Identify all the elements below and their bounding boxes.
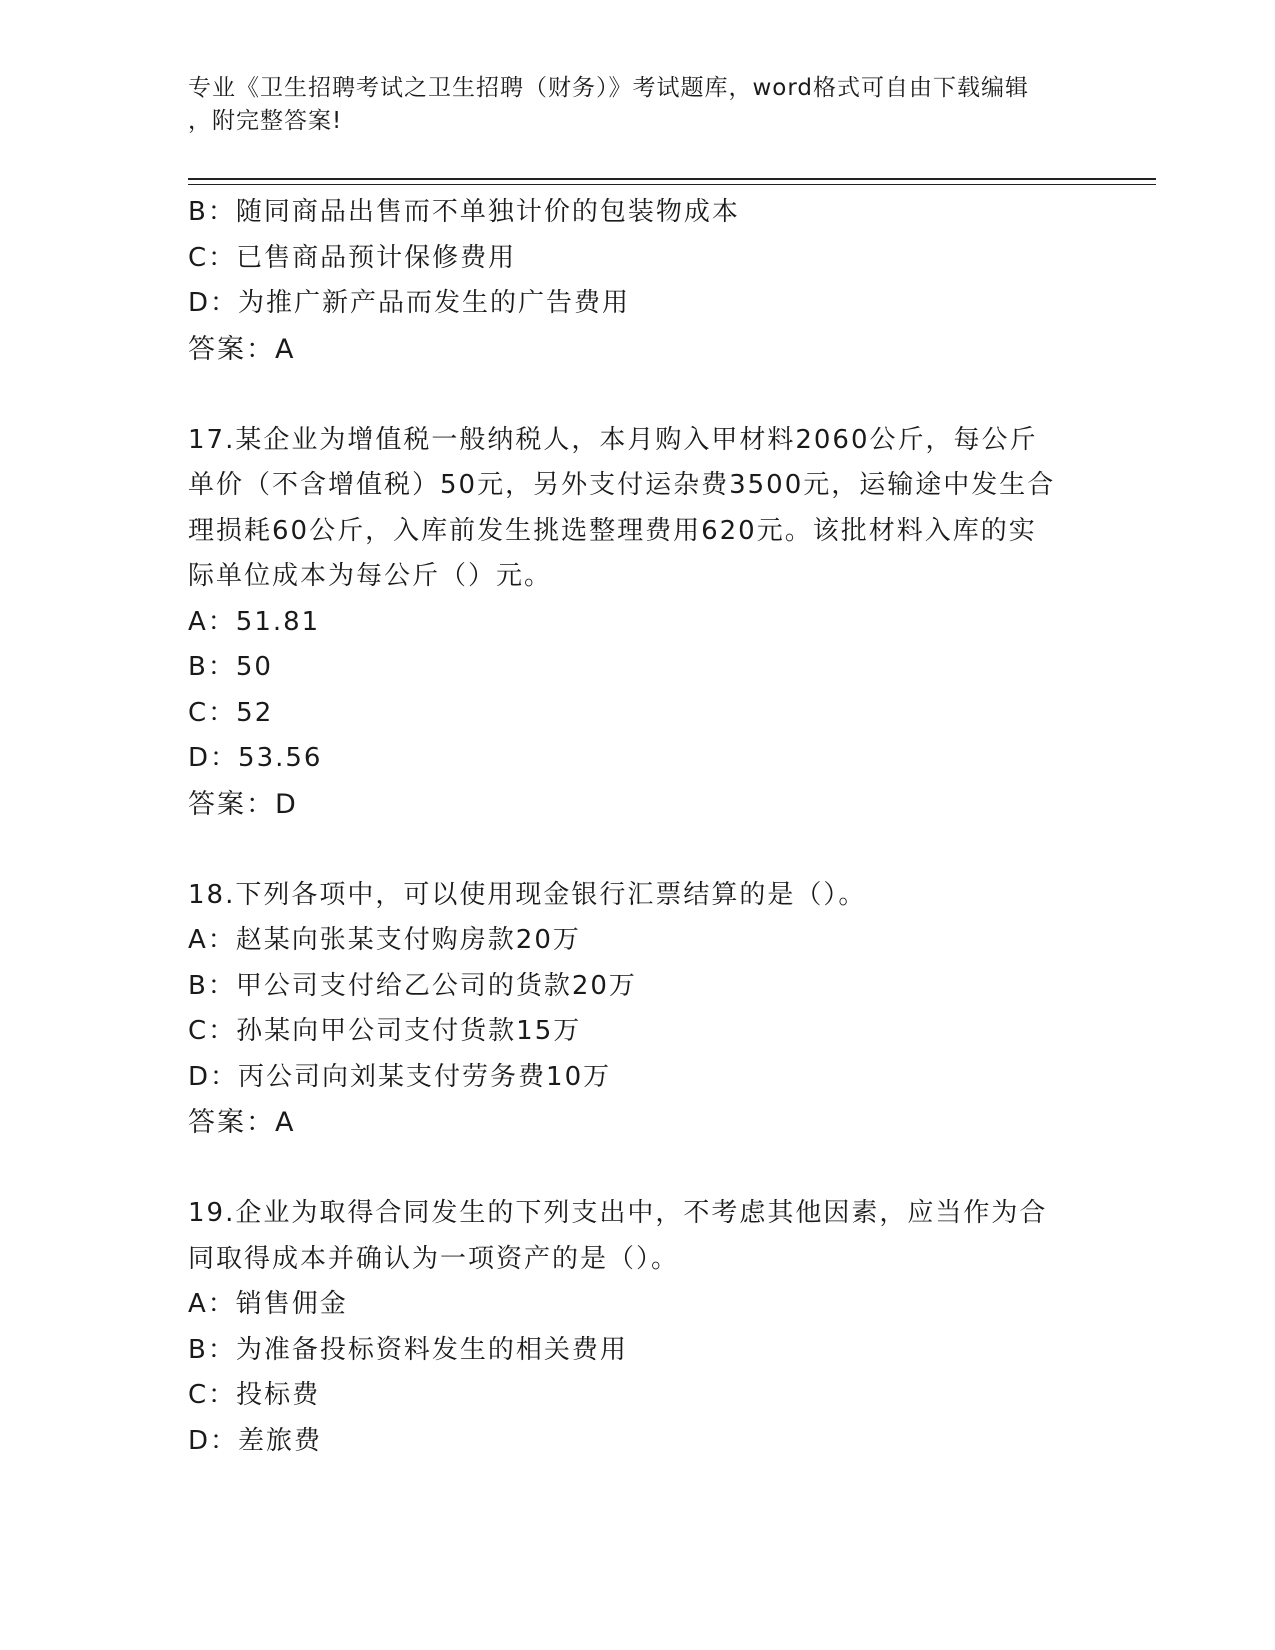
- document-header: [188, 72, 1068, 138]
- question-text-line: 单价（不含增值税）50元，另外支付运杂费3500元，运输途中发生合: [188, 470, 1056, 500]
- option-c: C：52: [188, 697, 274, 728]
- question-text-line: 理损耗60公斤，入库前发生挑选整理费用620元。该批材料入库的实: [188, 515, 1037, 546]
- question-17: [188, 418, 1088, 828]
- option-b: B：50: [188, 652, 273, 682]
- option-a: A：销售佣金: [188, 1289, 348, 1319]
- question-text-line: 17.某企业为增值税一般纳税人，本月购入甲材料2060公斤，每公斤: [188, 424, 1038, 455]
- question-text-line: 同取得成本并确认为一项资产的是（）。: [188, 1243, 680, 1274]
- question-19: [188, 1191, 1088, 1464]
- option-d: D：丙公司向刘某支付劳务费10万: [188, 1061, 612, 1092]
- option-d: D：53.56: [188, 743, 323, 773]
- spacer: [188, 827, 1088, 873]
- option-c: C：孙某向甲公司支付货款15万: [188, 1016, 582, 1046]
- question-text-line: 18.下列各项中，可以使用现金银行汇票结算的是（）。: [188, 879, 867, 910]
- spacer: [188, 372, 1088, 418]
- header-divider-thick: [188, 178, 1156, 180]
- question-18: [188, 873, 1088, 1146]
- option-c: C：已售商品预计保修费用: [188, 242, 517, 273]
- option-c: C：投标费: [188, 1380, 321, 1410]
- option-d: D：为推广新产品而发生的广告费用: [188, 288, 631, 318]
- spacer: [188, 1146, 1088, 1192]
- option-a: A：赵某向张某支付购房款20万: [188, 925, 581, 955]
- option-d: D：差旅费: [188, 1425, 323, 1456]
- answer-line: 答案：A: [188, 1107, 296, 1138]
- header-line-2: ，附完整答案!: [188, 108, 343, 134]
- option-b: B：为准备投标资料发生的相关费用: [188, 1334, 628, 1365]
- answer-line: 答案：D: [188, 788, 298, 820]
- option-a: A：51.81: [188, 606, 321, 637]
- option-b: B：随同商品出售而不单独计价的包装物成本: [188, 197, 740, 227]
- question-text-line: 19.企业为取得合同发生的下列支出中，不考虑其他因素，应当作为合: [188, 1198, 1048, 1228]
- answer-line: 答案：A: [188, 333, 296, 365]
- option-b: B：甲公司支付给乙公司的货款20万: [188, 970, 637, 1001]
- question-content: [188, 190, 1088, 1464]
- header-line-1: 专业《卫生招聘考试之卫生招聘（财务）》考试题库，word格式可自由下载编辑: [188, 75, 1030, 101]
- question-16-tail: [188, 190, 1088, 372]
- question-text-line: 际单位成本为每公斤（）元。: [188, 561, 553, 591]
- header-divider-thin: [188, 184, 1156, 185]
